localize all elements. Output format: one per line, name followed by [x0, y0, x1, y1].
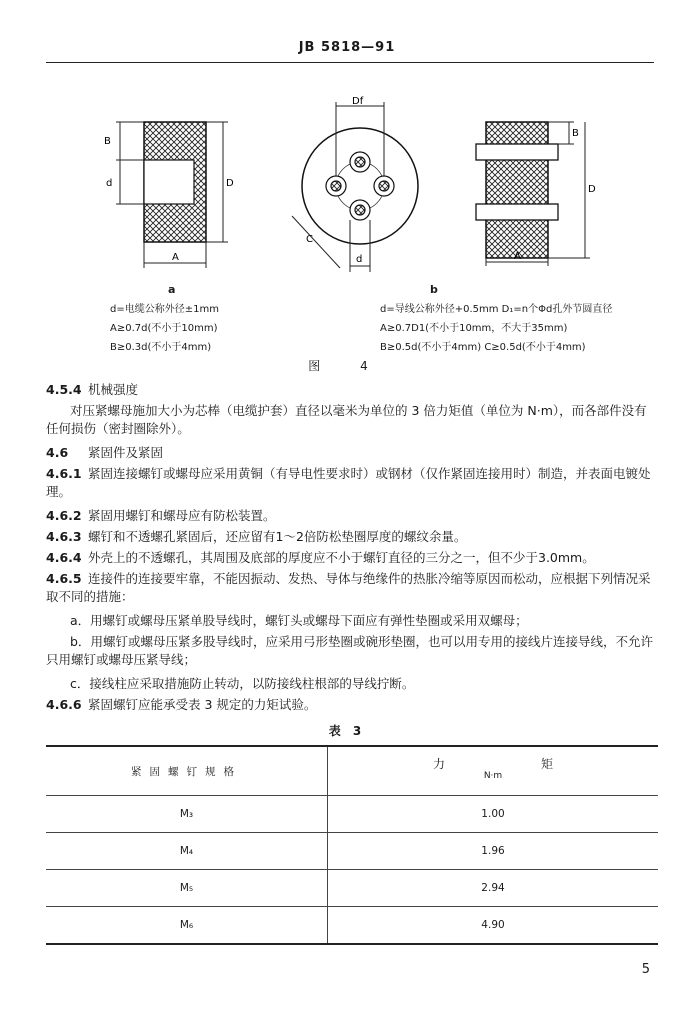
section-number: 4.6.5	[46, 571, 82, 586]
document-code: JB 5818—91	[298, 40, 396, 55]
section-body: 紧固连接螺钉或螺母应采用黄铜（有导电性要求时）或钢材（仅作紧固连接用时）制造，并表面电镀处理。	[46, 466, 651, 499]
fig-b-caption-1: d=导线公称外径+0.5mm D₁=n个Φd孔外节圆直径	[380, 304, 613, 315]
section-4-5-4-body	[46, 402, 654, 438]
table-row	[46, 870, 658, 907]
table-row	[46, 907, 658, 945]
section-4-6-3	[46, 528, 654, 546]
section-number: 4.6.6	[46, 697, 82, 712]
cell-spec: M₅	[46, 870, 328, 907]
section-4-6-5-a	[46, 612, 654, 630]
section-4-5-4	[46, 381, 654, 399]
fig-b-caption-2: A≥0.7D1(不小于10mm，不大于35mm)	[380, 323, 568, 334]
section-4-6-6	[46, 696, 654, 714]
cell-torque: 2.94	[328, 870, 659, 907]
fig-a-dim-b: B	[104, 136, 111, 147]
fig-a-caption-1: d=电缆公称外径±1mm	[110, 304, 219, 315]
fig-c-pin-top	[476, 144, 558, 160]
cell-spec: M₃	[46, 796, 328, 833]
section-number: 4.6.1	[46, 466, 82, 481]
section-body: 对压紧螺母施加大小为芯棒（电缆护套）直径以毫米为单位的 3 倍力矩值（单位为 N·m），而各部件没有任何损伤（密封圈除外）。	[46, 403, 647, 436]
section-number: 4.6.3	[46, 529, 82, 544]
cell-torque: 1.00	[328, 796, 659, 833]
item-letter: a．	[70, 613, 91, 628]
figure-4b-label: b	[430, 283, 438, 296]
fig-a-bore	[144, 160, 194, 204]
item-body: 用螺钉或螺母压紧单股导线时，螺钉头或螺母下面应有弹性垫圈或采用双螺母；	[90, 613, 528, 628]
fig-a-dim-d: d	[106, 178, 113, 189]
fig-b-caption-3: B≥0.5d(不小于4mm) C≥0.5d(不小于4mm)	[380, 342, 586, 353]
section-body: 紧固用螺钉和螺母应有防松装置。	[88, 508, 276, 523]
figure-4c-drawing	[462, 112, 612, 272]
cell-torque: 4.90	[328, 907, 659, 945]
section-body: 螺钉和不透螺孔紧固后，还应留有1～2倍防松垫圈厚度的螺纹余量。	[88, 529, 467, 544]
fig-b-dim-c: C	[306, 234, 313, 245]
item-body: 用螺钉或螺母压紧多股导线时，应采用弓形垫圈或碗形垫圈，也可以用专用的接线片连接导线，不允许只用螺钉或螺母压紧导线；	[46, 634, 653, 667]
fig-c-dim-D: D	[588, 184, 596, 195]
figure-4a-label: a	[168, 283, 176, 296]
section-4-6-5-c	[46, 675, 654, 693]
table-3	[46, 745, 658, 945]
header-torque-a: 力	[433, 756, 446, 771]
header-torque-b: 矩	[540, 756, 553, 771]
page-number: 5	[641, 962, 650, 977]
section-4-6-2	[46, 507, 654, 525]
item-letter: b．	[70, 634, 91, 649]
section-4-6-4	[46, 549, 654, 567]
section-body: 紧固螺钉应能承受表 3 规定的力矩试验。	[88, 697, 317, 712]
fig-a-caption-2: A≥0.7d(不小于10mm)	[110, 323, 218, 334]
section-4-6	[46, 444, 654, 462]
section-4-6-1	[46, 465, 654, 501]
section-number: 4.6.2	[46, 508, 82, 523]
fig-c-dim-a: A	[514, 251, 521, 262]
cell-torque: 1.96	[328, 833, 659, 870]
section-number: 4.6	[46, 445, 69, 460]
table-header-row	[46, 746, 658, 796]
item-letter: c．	[70, 676, 90, 691]
fig-b-dim-df: Df	[352, 96, 364, 107]
section-heading: 紧固件及紧固	[88, 445, 164, 460]
figure-4a-drawing	[96, 100, 236, 285]
fig-c-pin-bottom	[476, 204, 558, 220]
table-row	[46, 833, 658, 870]
table-3-title: 表 3	[328, 724, 366, 738]
figure-4b-drawing	[280, 96, 420, 276]
fig-a-dim-a: A	[172, 252, 179, 263]
section-heading: 机械强度	[88, 382, 139, 397]
fig-a-dim-D: D	[226, 178, 234, 189]
cell-spec: M₄	[46, 833, 328, 870]
section-4-6-5	[46, 570, 654, 606]
figure-title: 图 4	[308, 359, 386, 373]
fig-a-caption-3: B≥0.3d(不小于4mm)	[110, 342, 212, 353]
fig-b-dim-d: d	[356, 254, 363, 265]
header-spec: 紧固螺钉规格	[46, 746, 328, 796]
header-torque	[328, 746, 659, 796]
section-body: 连接件的连接要牢靠，不能因振动、发热、导体与绝缘件的热胀冷缩等原因而松动，应根据下列情况采取不同的措施：	[46, 571, 651, 604]
cell-spec: M₆	[46, 907, 328, 945]
table-row	[46, 796, 658, 833]
section-body: 外壳上的不透螺孔，其周围及底部的厚度应不小于螺钉直径的三分之一，但不少于3.0mm。	[88, 550, 595, 565]
fig-b-disc	[302, 128, 418, 244]
fig-c-dim-b: B	[572, 128, 579, 139]
header-torque-unit: N·m	[483, 770, 503, 781]
section-number: 4.5.4	[46, 382, 82, 397]
header-rule	[46, 62, 654, 63]
item-body: 接线柱应采取措施防止转动，以防接线柱根部的导线拧断。	[89, 676, 415, 691]
section-number: 4.6.4	[46, 550, 82, 565]
section-4-6-5-b	[46, 633, 654, 669]
